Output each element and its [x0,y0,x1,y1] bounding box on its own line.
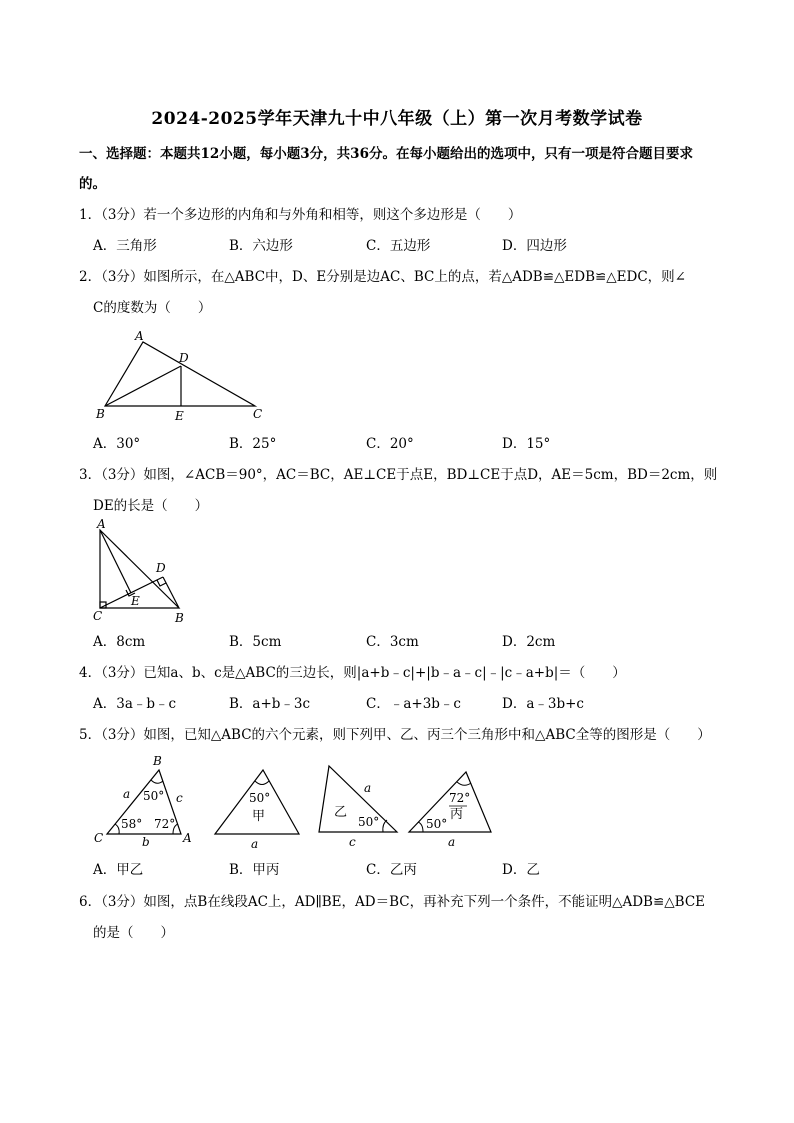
q6-stem-line2: 的是（ ） [93,925,174,941]
q2-option-d: D．15° [502,436,551,452]
q5-yi-side-c: c [349,835,356,849]
q4-option-c: C．﹣a+3b﹣c [366,696,461,712]
q5-main-angle-b: 50° [143,789,165,803]
q5-main-angle-a: 72° [154,817,176,831]
q2-option-c: C．20° [366,436,414,452]
q2-figure [93,328,273,424]
q1-option-a: A．三角形 [93,238,157,254]
q3-stem-line1: 3．（3分）如图，∠ACB＝90°，AC＝BC，AE⊥CE于点E，BD⊥CE于点D，AE＝5cm，BD＝2cm，则 [79,467,718,483]
q2-option-a: A．30° [93,436,141,452]
q3-label-a: A [97,518,106,531]
q4-stem: 4．（3分）已知a、b、c是△ABC的三边长，则|a+b﹣c|+|b﹣a﹣c|﹣|c﹣a+b|＝（ ） [79,665,626,681]
q5-main-label-c: C [94,831,104,845]
section-heading-line1: 一、选择题：本题共12小题，每小题3分，共36分。在每小题给出的选项中，只有一项是符合题目要求 [79,146,693,162]
q3-stem-line2: DE的长是（ ） [93,498,209,514]
q5-option-c: C．乙丙 [366,862,417,878]
q6-stem-line1: 6．（3分）如图，点B在线段AC上，AD∥BE，AD＝BC，再补充下列一个条件，不能证明△ADB≌△BCE [79,894,706,910]
q5-yi-side-a: a [364,781,372,795]
q4-option-b: B．a+b﹣3c [229,696,311,712]
q2-label-d: D [179,351,189,365]
q5-option-a: A．甲乙 [93,862,144,878]
q4-option-d: D．a﹣3b+c [502,696,584,712]
q5-bing-side: a [448,835,456,849]
q5-bing-name: 丙 [450,807,464,822]
q5-option-d: D．乙 [502,862,540,878]
q5-stem: 5．（3分）如图，已知△ABC的六个元素，则下列甲、乙、丙三个三角形中和△ABC全等的图形是（ ） [79,727,711,743]
q5-yi-name: 乙 [334,805,348,820]
page-title: 2024-2025学年天津九十中八年级（上）第一次月考数学试卷 [151,109,643,129]
q5-main-label-a: A [183,831,192,845]
q3-figure [93,518,193,628]
q3-option-c: C．3cm [366,634,419,650]
q2-stem-line2: C的度数为（ ） [93,300,212,316]
q5-triangle-jia [215,770,299,850]
q5-jia-angle: 50° [249,791,271,805]
q5-jia-name: 甲 [252,809,266,824]
q2-label-e: E [175,409,184,423]
q5-main-side-a: a [123,787,131,801]
section-heading-line2: 的。 [79,176,106,192]
q3-label-d: D [156,561,166,575]
q4-option-a: A．3a﹣b﹣c [93,696,177,712]
q3-option-a: A．8cm [93,634,146,650]
q5-triangle-yi [319,766,397,849]
q3-option-b: B．5cm [229,634,282,650]
q5-yi-angle: 50° [358,815,380,829]
q5-bing-angle-left: 50° [426,817,448,831]
q5-main-angle-c: 58° [121,817,143,831]
q1-option-d: D．四边形 [502,238,567,254]
q2-option-b: B．25° [229,436,277,452]
q1-option-c: C．五边形 [366,238,431,254]
q3-segment-db [163,577,179,608]
q5-triangle-bing [409,772,491,849]
q2-label-a: A [135,329,144,343]
q5-triangle-abc [94,754,192,849]
q1-stem: 1．（3分）若一个多边形的内角和与外角和相等，则这个多边形是（ ） [79,207,522,223]
q2-stem-line1: 2．（3分）如图所示，在△ABC中，D、E分别是边AC、BC上的点，若△ADB≌△EDB≌△EDC，则∠ [79,269,686,285]
q5-main-side-b: b [142,835,150,849]
q5-bing-angle-top: 72° [449,791,471,805]
q5-jia-side: a [251,837,259,850]
q3-option-d: D．2cm [502,634,556,650]
q1-option-b: B．六边形 [229,238,293,254]
q5-main-label-b: B [153,754,162,768]
q2-label-b: B [96,407,105,421]
q3-label-b: B [175,611,184,625]
q5-figure [93,750,503,850]
q3-segment-ae [100,530,131,593]
q5-main-side-c: c [176,791,183,805]
q5-option-b: B．甲丙 [229,862,280,878]
q3-label-e: E [131,594,140,608]
q3-label-c: C [93,609,103,623]
q2-label-c: C [253,407,263,421]
